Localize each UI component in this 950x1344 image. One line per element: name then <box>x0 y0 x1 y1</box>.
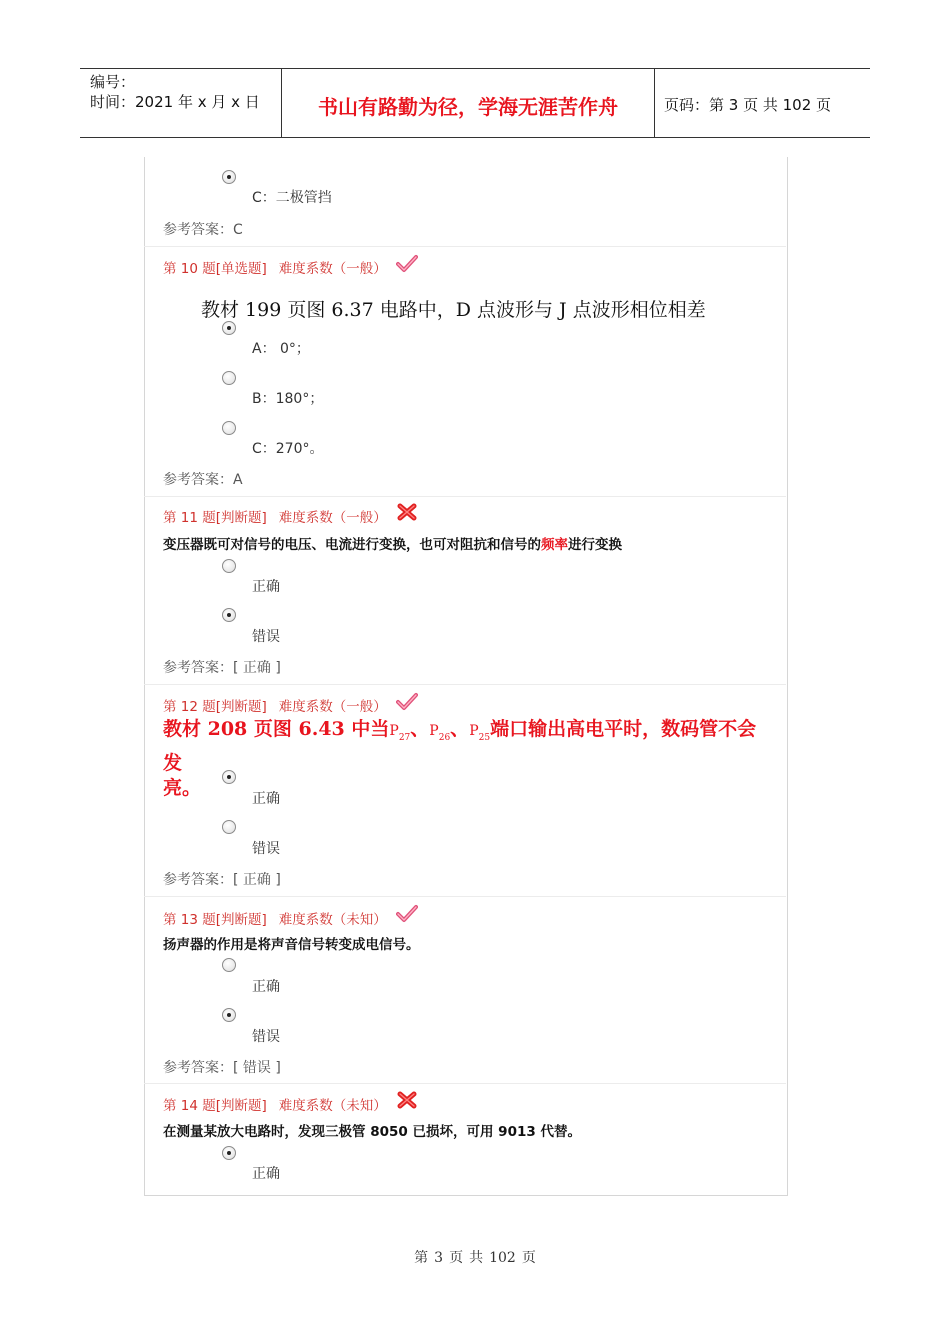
check-mark-icon <box>396 254 418 274</box>
option-true-label: 正确 <box>252 1166 280 1182</box>
page-footer <box>0 1247 950 1267</box>
option-a-label: A： 0°； <box>252 341 310 357</box>
option-true-label: 正确 <box>252 579 280 595</box>
option-c-label: C：二极管挡 <box>252 190 332 206</box>
difficulty-label: 难度系数（未知） <box>278 1098 387 1114</box>
footer-text: 共 <box>469 1250 484 1266</box>
radio-button-icon[interactable] <box>222 559 236 573</box>
cross-mark-icon <box>396 1090 418 1110</box>
question-number: 第 12 题[判断题] <box>163 699 267 715</box>
port-subscript: 25 <box>478 732 491 743</box>
option-true-label: 正确 <box>252 979 280 995</box>
footer-text: 页 <box>449 1250 464 1266</box>
divider <box>144 1083 786 1084</box>
option-false-label: 错误 <box>252 1029 280 1045</box>
document-header <box>80 68 870 138</box>
highlighted-word: 频率 <box>541 537 568 553</box>
footer-total-pages: 102 <box>489 1250 516 1266</box>
port-label: P <box>389 723 399 739</box>
footer-text: 第 <box>414 1250 429 1266</box>
check-mark-icon <box>396 904 418 924</box>
question-header <box>163 506 387 526</box>
reference-answer: 参考答案：A <box>163 472 243 488</box>
question-header <box>163 695 387 715</box>
question-text: 在测量某放大电路时，发现三极管 8050 已损坏，可用 9013 代替。 <box>163 1124 581 1140</box>
question-number: 第 11 题[判断题] <box>163 510 267 526</box>
divider <box>144 496 786 497</box>
difficulty-label: 难度系数（一般） <box>278 261 387 277</box>
radio-button-icon[interactable] <box>222 1146 236 1160</box>
footer-page-number: 3 <box>434 1250 444 1266</box>
question-text-part: 进行变换 <box>568 537 622 553</box>
radio-button-icon[interactable] <box>222 958 236 972</box>
question-text: 教材 199 页图 6.37 电路中，D 点波形与 J 点波形相位相差 <box>201 299 706 321</box>
question-header <box>163 1094 387 1114</box>
question-text: 扬声器的作用是将声音信号转变成电信号。 <box>163 937 420 953</box>
option-false-label: 错误 <box>252 629 280 645</box>
radio-button-icon[interactable] <box>222 421 236 435</box>
header-left-cell <box>80 69 280 137</box>
question-number: 第 10 题[单选题] <box>163 261 267 277</box>
separator: 、 <box>410 718 430 740</box>
difficulty-label: 难度系数（一般） <box>278 699 387 715</box>
reference-answer: 参考答案：[ 正确 ] <box>163 660 281 676</box>
header-middle-cell <box>281 69 655 137</box>
port-subscript: 27 <box>398 732 411 743</box>
header-right-cell <box>654 69 870 137</box>
question-header <box>163 908 387 928</box>
separator: 、 <box>450 718 470 740</box>
option-b-label: B：180°； <box>252 391 324 407</box>
cross-mark-icon <box>396 502 418 522</box>
option-false-label: 错误 <box>252 841 280 857</box>
radio-button-icon[interactable] <box>222 321 236 335</box>
check-mark-icon <box>396 692 418 712</box>
question-text <box>163 533 622 553</box>
question-text-part: 变压器既可对信号的电压、电流进行变换，也可对阻抗和信号的 <box>163 537 541 553</box>
question-header <box>163 257 387 277</box>
port-subscript: 26 <box>438 732 451 743</box>
divider <box>144 684 786 685</box>
footer-text: 页 <box>521 1250 536 1266</box>
port-label: P <box>429 723 439 739</box>
reference-answer: 参考答案：[ 错误 ] <box>163 1060 281 1076</box>
difficulty-label: 难度系数（一般） <box>278 510 387 526</box>
number-label: 编号： <box>90 73 136 91</box>
question-text-part: 教材 208 页图 6.43 中当 <box>163 718 390 740</box>
radio-button-icon[interactable] <box>222 371 236 385</box>
reference-answer: 参考答案：[ 正确 ] <box>163 872 281 888</box>
option-true-label: 正确 <box>252 791 280 807</box>
question-number: 第 13 题[判断题] <box>163 912 267 928</box>
question-number: 第 14 题[判断题] <box>163 1098 267 1114</box>
radio-button-icon[interactable] <box>222 770 236 784</box>
radio-button-icon[interactable] <box>222 1008 236 1022</box>
difficulty-label: 难度系数（未知） <box>278 912 387 928</box>
port-label: P <box>469 723 479 739</box>
radio-button-icon[interactable] <box>222 170 236 184</box>
option-c-label: C：270°。 <box>252 441 324 457</box>
time-label: 时间：2021 年 x 月 x 日 <box>90 93 260 111</box>
reference-answer: 参考答案：C <box>163 222 243 238</box>
page-info: 页码：第 3 页 共 102 页 <box>664 96 832 114</box>
divider <box>144 896 786 897</box>
question-text-part: 端口输出高电平时，数码管不会发 <box>163 718 757 774</box>
divider <box>144 246 786 247</box>
radio-button-icon[interactable] <box>222 820 236 834</box>
motto: 书山有路勤为径，学海无涯苦作舟 <box>318 95 618 119</box>
radio-button-icon[interactable] <box>222 608 236 622</box>
question-text-part: 亮。 <box>163 776 202 799</box>
